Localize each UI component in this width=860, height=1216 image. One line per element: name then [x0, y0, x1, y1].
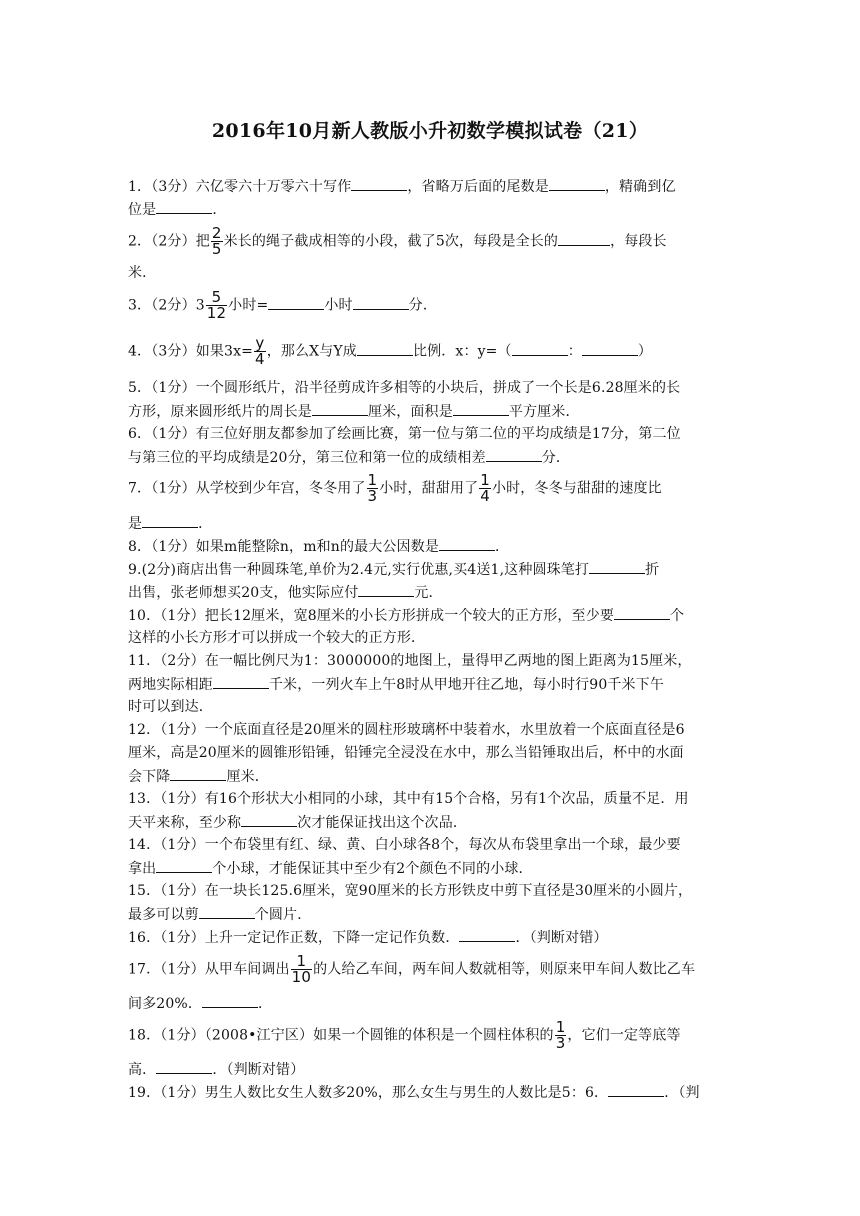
answer-blank — [156, 858, 212, 873]
question-12-line-1: 12．（1分）一个底面直径是20厘米的圆柱形玻璃杯中装着水，水里放着一个底面直径是6 — [128, 722, 685, 738]
question-7-line-1: 7．（1分）从学校到少年宫，冬冬用了 $\frac{1}{3}$ 小时，甜甜用了 $\frac{1}{4}$ 小时，冬冬与甜甜的速度比 — [128, 471, 662, 505]
answer-blank — [353, 295, 409, 310]
answer-blank — [156, 199, 212, 214]
answer-blank — [589, 559, 645, 574]
question-4: 4．（3分）如果3x= $\frac{y}{4}$ ，那么X与Y成 比例．x：y=（ ： ） — [128, 334, 653, 368]
answer-blank — [156, 1059, 212, 1074]
answer-blank — [453, 401, 509, 416]
question-15-line-2: 最多可以剪 个圆片． — [128, 904, 738, 925]
answer-blank — [549, 176, 605, 191]
question-11-line-3: 时可以到达． — [128, 699, 213, 715]
answer-blank — [351, 176, 407, 191]
answer-blank — [268, 295, 324, 310]
question-2-line-1: 2．（2分）把 $\frac{2}{5}$ 米长的绳子截成相等的小段，截了5次，每段是全长的 ，每段长 — [128, 224, 667, 258]
answer-blank — [486, 447, 542, 462]
answer-blank — [357, 341, 413, 356]
fraction: $\frac{1}{3}$ — [367, 471, 378, 505]
question-16: 16．（1分）上升一定记作正数，下降一定记作负数． ．（判断对错） — [128, 927, 738, 948]
question-7-line-2: 是 ． — [128, 513, 738, 534]
question-13-line-1: 13．（1分）有16个形状大小相同的小球，其中有15个合格，另有1个次品，质量不足．用 — [128, 791, 689, 807]
question-18-line-1: 18．（1分）（2008•江宁区）如果一个圆锥的体积是一个圆柱体积的 $\frac{1}{3}$ ，它们一定等底等 — [128, 1018, 681, 1052]
answer-blank — [241, 812, 297, 827]
question-18-line-2: 高． ．（判断对错） — [128, 1059, 738, 1080]
answer-blank — [582, 341, 638, 356]
answer-blank — [142, 513, 198, 528]
question-5-line-1: 5．（1分）一个圆形纸片，沿半径剪成许多相等的小块后，拼成了一个长是6.28厘米的长 — [128, 380, 681, 396]
fraction: $\frac{1}{10}$ — [291, 952, 312, 986]
answer-blank — [558, 231, 610, 246]
question-2-line-2: 米． — [128, 265, 157, 281]
question-11-line-2: 两地实际相距 千米，一列火车上午8时从甲地开往乙地，每小时行90千米下午 — [128, 674, 738, 695]
question-5-line-2: 方形，原来圆形纸片的周长是 厘米，面积是 平方厘米． — [128, 401, 738, 422]
question-15-line-1: 15．（1分）在一块长125.6厘米，宽90厘米的长方形铁皮中剪下直径是30厘米的小圆片， — [128, 883, 693, 899]
answer-blank — [608, 1082, 664, 1097]
question-8: 8．（1分）如果m能整除n，m和n的最大公因数是 ． — [128, 536, 738, 557]
answer-blank — [512, 341, 568, 356]
fraction: $\frac{1}{4}$ — [480, 471, 490, 505]
answer-blank — [199, 904, 255, 919]
question-12-line-3: 会下降 厘米． — [128, 766, 738, 787]
question-10-line-1: 10．（1分）把长12厘米，宽8厘米的小长方形拼成一个较大的正方形，至少要 个 — [128, 605, 738, 626]
fraction: $\frac{y}{4}$ — [255, 334, 265, 368]
answer-blank — [170, 766, 226, 781]
question-6-line-2: 与第三位的平均成绩是20分，第三位和第一位的成绩相差 分． — [128, 447, 738, 468]
question-14-line-1: 14．（1分）一个布袋里有红、绿、黄、白小球各8个，每次从布袋里拿出一个球，最少要 — [128, 837, 681, 853]
question-1-line-2: 位是 ． — [128, 199, 738, 220]
fraction: $\frac{2}{5}$ — [211, 224, 222, 258]
question-14-line-2: 拿出 个小球，才能保证其中至少有2个颜色不同的小球． — [128, 858, 738, 879]
answer-blank — [312, 401, 368, 416]
question-17-line-1: 17．（1分）从甲车间调出 $\frac{1}{10}$ 的人给乙车间，两车间人数就相等，则原来甲车间人数比乙车 — [128, 952, 696, 986]
question-19: 19．（1分）男生人数比女生人数多20%，那么女生与男生的人数比是5：6． ．（判 — [128, 1082, 738, 1103]
fraction: $\frac{1}{3}$ — [555, 1018, 566, 1052]
question-6-line-1: 6．（1分）有三位好朋友都参加了绘画比赛，第一位与第二位的平均成绩是17分，第二位 — [128, 426, 681, 442]
question-13-line-2: 天平来称，至少称 次才能保证找出这个次品． — [128, 812, 738, 833]
answer-blank — [614, 605, 670, 620]
fraction: $\frac{5}{12}$ — [206, 288, 227, 322]
answer-blank — [202, 993, 258, 1008]
question-10-line-2: 这样的小长方形才可以拼成一个较大的正方形． — [128, 630, 426, 646]
page-title: 2016年10月新人教版小升初数学模拟试卷（21） — [211, 120, 649, 142]
question-11-line-1: 11．（2分）在一幅比例尺为1：3000000的地图上，量得甲乙两地的图上距离为15厘米， — [128, 653, 692, 669]
answer-blank — [213, 674, 269, 689]
answer-blank — [358, 582, 414, 597]
question-9-line-2: 出售，张老师想买20支，他实际应付 元． — [128, 582, 738, 603]
question-17-line-2: 间多20%． ． — [128, 993, 738, 1014]
question-12-line-2: 厘米，高是20厘米的圆锥形铅锤，铅锤完全浸没在水中，那么当铅锤取出后，杯中的水面 — [128, 745, 684, 761]
answer-blank — [459, 927, 515, 942]
question-3: 3．（2分）3 $\frac{5}{12}$ 小时= 小时 分． — [128, 288, 437, 322]
answer-blank — [439, 536, 495, 551]
question-9-line-1: 9.(2分)商店出售一种圆珠笔,单价为2.4元,实行优惠,买4送1,这种圆珠笔打 折 — [128, 559, 738, 580]
question-1-line-1: 1．（3分）六亿零六十万零六十写作 ，省略万后面的尾数是 ，精确到亿 — [128, 176, 738, 197]
